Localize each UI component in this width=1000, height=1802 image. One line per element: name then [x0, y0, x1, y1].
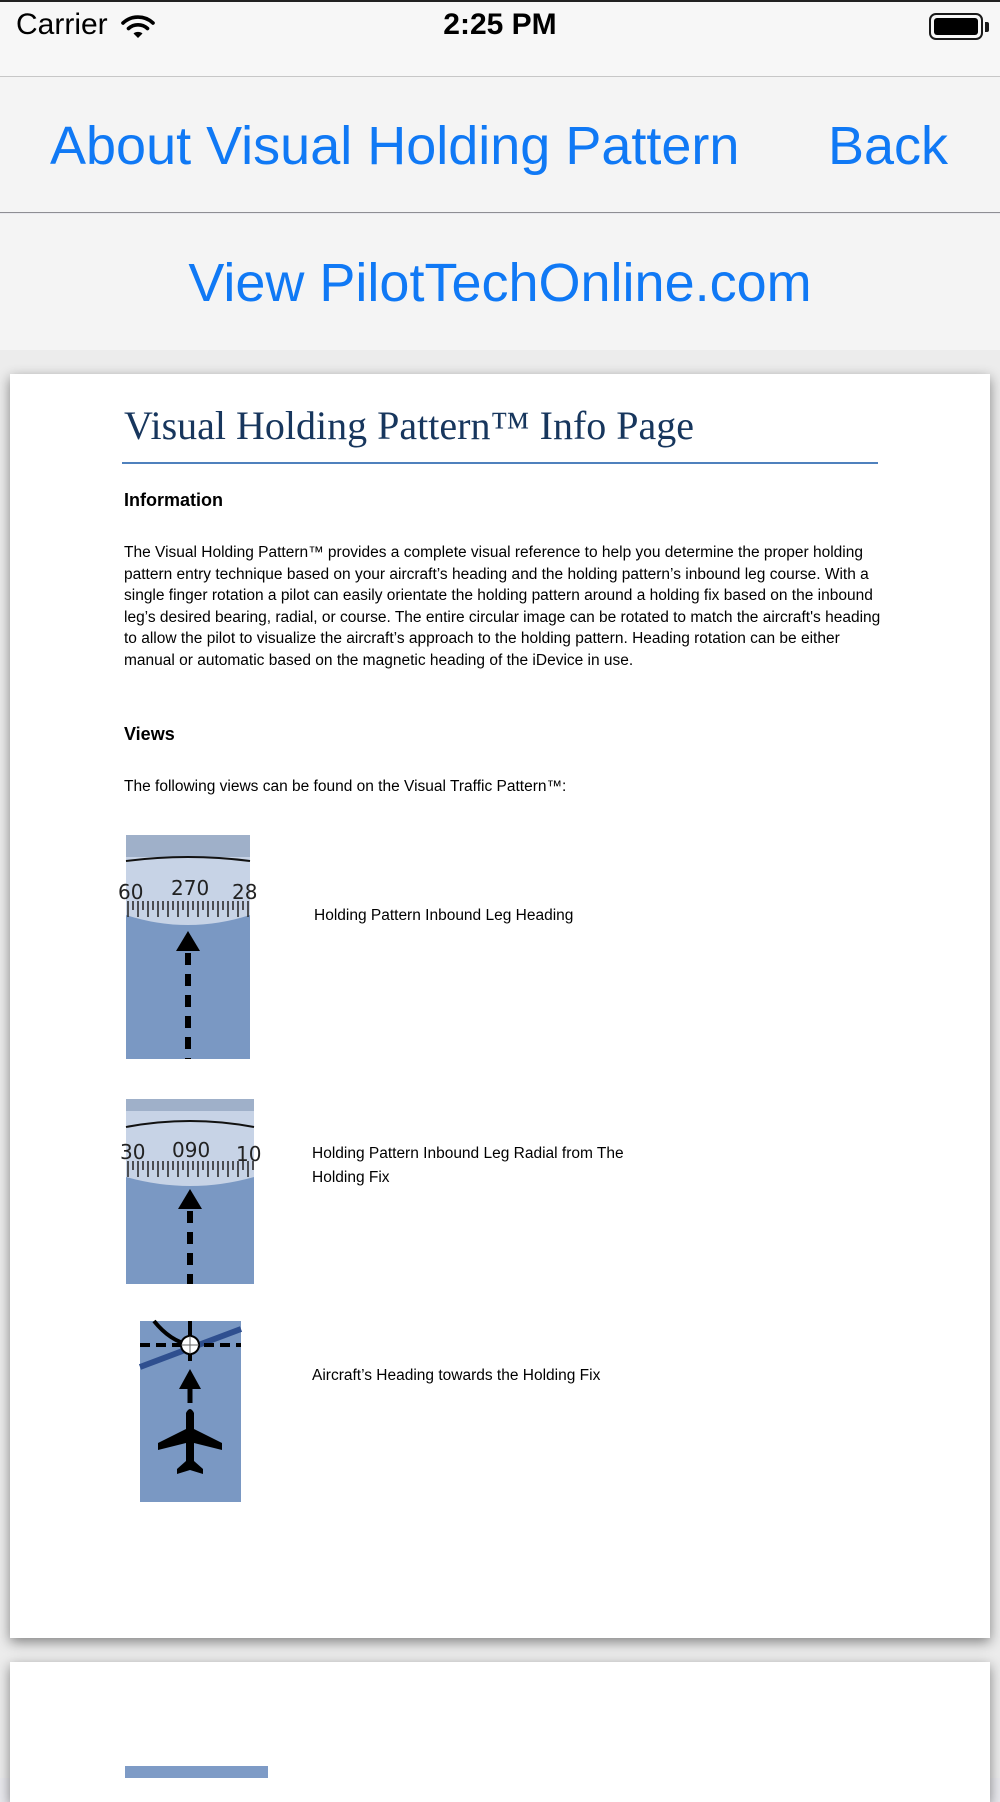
document-title: Visual Holding Pattern™ Info Page: [124, 403, 695, 448]
view-label-inbound-heading: Holding Pattern Inbound Leg Heading: [314, 907, 574, 924]
view-label-inbound-radial: Holding Pattern Inbound Leg Radial from The Holding Fix: [312, 1145, 624, 1186]
scale-label-left: 60: [118, 880, 144, 904]
view-website-link[interactable]: View PilotTechOnline.com: [188, 253, 812, 313]
carrier-label: Carrier: [16, 8, 108, 41]
inbound-radial-thumbnail: [120, 1099, 262, 1284]
view-label-aircraft-heading: Aircraft’s Heading towards the Holding Fix: [312, 1367, 601, 1384]
aircraft-heading-thumbnail: [140, 1321, 241, 1502]
back-button[interactable]: Back: [827, 116, 948, 176]
information-paragraph: The Visual Holding Pattern™ provides a complete visual reference to help you determine the proper holding pattern entry technique based on your aircraft’s heading and the holding pattern’s inbound leg course. With a single finger rotation a pilot can easily orientate the holding pattern around a holding fix based on the inbound leg’s desired bearing, radial, or course. The entire circular image can be rotated to match the aircraft's heading to allow the pilot to visualize the aircraft’s approach to the holding pattern. Heading rotation can be either manual or automatic based on the magnetic heading of the iDevice in use.: [124, 544, 881, 669]
website-link-bar: [0, 214, 1000, 350]
scale-label-left: 30: [120, 1140, 146, 1164]
scale-label-right: 10: [236, 1142, 262, 1166]
navigation-bar: [0, 76, 1000, 213]
title-underline: [122, 462, 878, 464]
scale-label-right: 28: [232, 880, 258, 904]
scale-label-center: 270: [171, 876, 210, 900]
battery-icon: [929, 13, 983, 40]
inbound-heading-thumbnail: [118, 835, 258, 1059]
thumbnail-fragment: [125, 1766, 268, 1778]
battery-cap: [985, 22, 989, 32]
document-page-2: [10, 1662, 990, 1802]
status-bar: [0, 0, 1000, 76]
section-heading-views: Views: [124, 724, 175, 744]
views-intro-text: The following views can be found on the Visual Traffic Pattern™:: [124, 778, 567, 795]
about-title-button[interactable]: About Visual Holding Pattern: [50, 116, 740, 176]
document-viewer[interactable]: [0, 350, 1000, 1778]
scale-label-center: 090: [172, 1138, 211, 1162]
section-heading-information: Information: [124, 490, 223, 510]
document-page: [10, 374, 990, 1638]
clock-time: 2:25 PM: [443, 8, 557, 41]
